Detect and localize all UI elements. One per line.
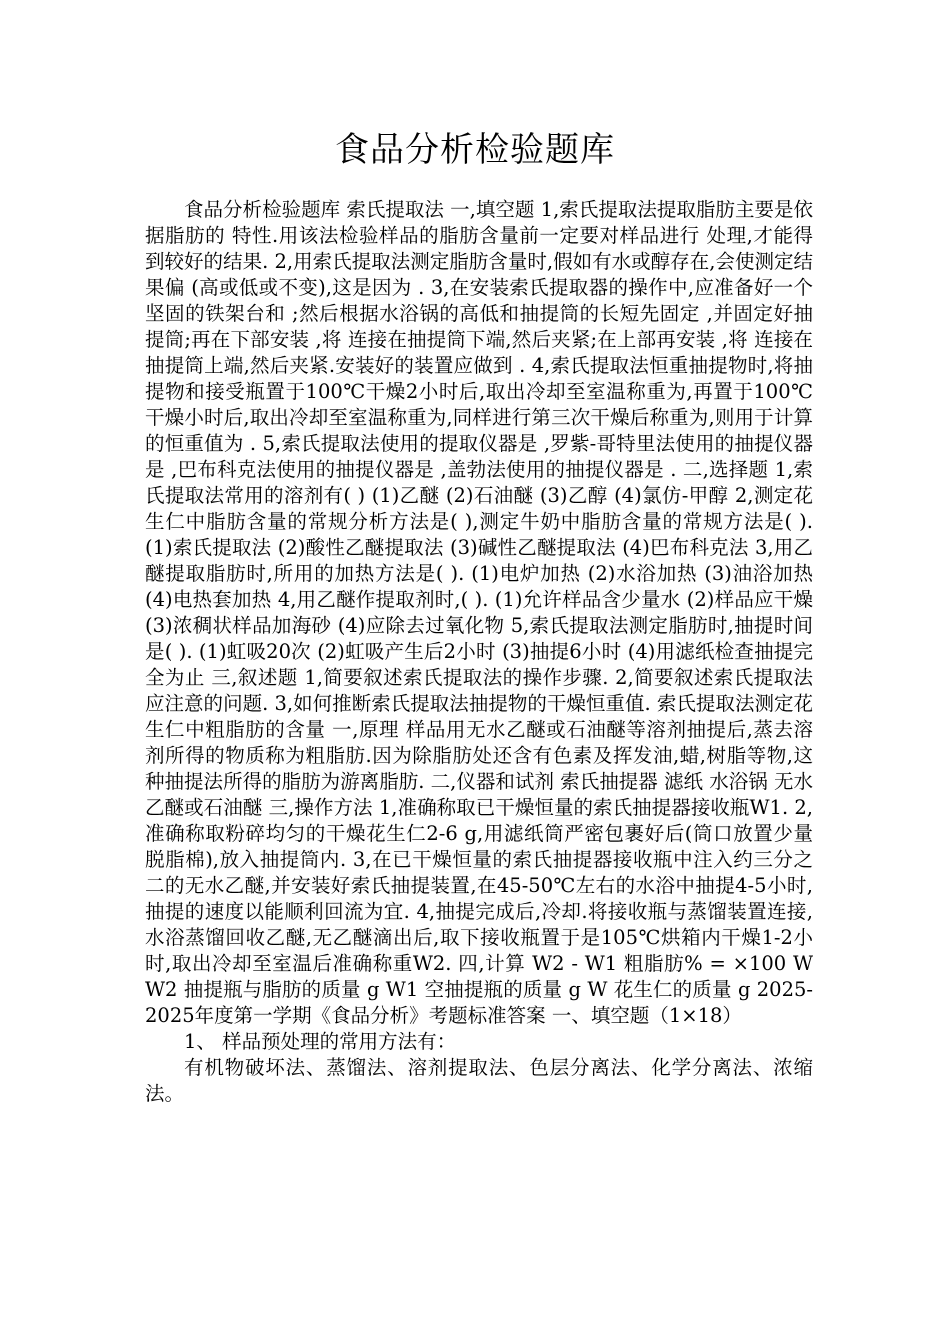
paragraph-answer-item-1: 1、 样品预处理的常用方法有： [184, 1030, 457, 1053]
document-title: 食品分析检验题库 [335, 130, 615, 170]
document-body [145, 197, 813, 1107]
paragraph-question-bank: 食品分析检验题库 索氏提取法 一,填空题 1,索氏提取法提取脂肪主要是依据脂肪的 特性.用该法检验样品的脂肪含量前一定要对样品进行 处理,才能得到较好的结果. 2,用索氏提取法测定脂肪含量时,假如有水或醇存在,会使测定结果偏 (高或低或不变),这是因为 . 3,在安装索氏提取器的操作中,应准备好一个坚固的铁架台和 ;然后根据水浴锅的高低和抽提筒的长短先固定 ,并固定好抽提筒;再在下部安装 ,将 连接在抽提筒下端,然后夹紧;在上部再安装 ,将 连接在抽提筒上端,然后夹紧.安装好的装置应做到 . 4,索氏提取法恒重抽提物时,将抽提物和接受瓶置于100℃干燥2小时后,取出冷却至室温称重为,再置于100℃干燥小时后,取出冷却至室温称重为,同样进行第三次干燥后称重为,则用于计算的恒重值为 . 5,索氏提取法使用的提取仪器是 ,罗紫-哥特里法使用的抽提仪器是 ,巴布科克法使用的抽提仪器是 ,盖勃法使用的抽提仪器是 . 二,选择题 1,索氏提取法常用的溶剂有( ) (1)乙醚 (2)石油醚 (3)乙醇 (4)氯仿-甲醇 2,测定花生仁中脂肪含量的常规分析方法是( ),测定牛奶中脂肪含量的常规方法是( ). (1)索氏提取法 (2)酸性乙醚提取法 (3)碱性乙醚提取法 (4)巴布科克法 3,用乙醚提取脂肪时,所用的加热方法是( ). (1)电炉加热 (2)水浴加热 (3)油浴加热 (4)电热套加热 4,用乙醚作提取剂时,( ). (1)允许样品含少量水 (2)样品应干燥 (3)浓稠状样品加海砂 (4)应除去过氧化物 5,索氏提取法测定脂肪时,抽提时间是( ). (1)虹吸20次 (2)虹吸产生后2小时 (3)抽提6小时 (4)用滤纸检查抽提完全为止 三,叙述题 1,简要叙述索氏提取法的操作步骤. 2,简要叙述索氏提取法应注意的问题. 3,如何推断索氏提取法抽提物的干燥恒重值. 索氏提取法测定花生仁中粗脂肪的含量 一,原理 样品用无水乙醚或石油醚等溶剂抽提后,蒸去溶剂所得的物质称为粗脂肪.因为除脂肪处还含有色素及挥发油,蜡,树脂等物,这种抽提法所得的脂肪为游离脂肪. 二,仪器和试剂 索氏抽提器 滤纸 水浴锅 无水乙醚或石油醚 三,操作方法 1,准确称取已干燥恒量的索氏抽提器接收瓶W1. 2,准确称取粉碎均匀的干燥花生仁2-6 g,用滤纸筒严密包裹好后(筒口放置少量脱脂棉),放入抽提筒内. 3,在已干燥恒量的索氏抽提器接收瓶中注入约三分之二的无水乙醚,并安装好索氏抽提装置,在45-50℃左右的水浴中抽提4-5小时,抽提的速度以能顺利回流为宜. 4,抽提完成后,冷却.将接收瓶与蒸馏装置连接,水浴蒸馏回收乙醚,无乙醚滴出后,取下接收瓶置于是105℃烘箱内干燥1-2小时,取出冷却至室温后准确称重W2. 四,计算 W2 - W1 粗脂肪% = ×100 W W2 抽提瓶与脂肪的质量 g W1 空抽提瓶的质量 g W 花生仁的质量 g 2025-2025年度第一学期《食品分析》考题标准答案 一、填空题（1×18） [145, 198, 813, 1027]
paragraph-answer-methods: 有机物破坏法、蒸馏法、溶剂提取法、色层分离法、化学分离法、浓缩法。 [145, 1056, 813, 1105]
